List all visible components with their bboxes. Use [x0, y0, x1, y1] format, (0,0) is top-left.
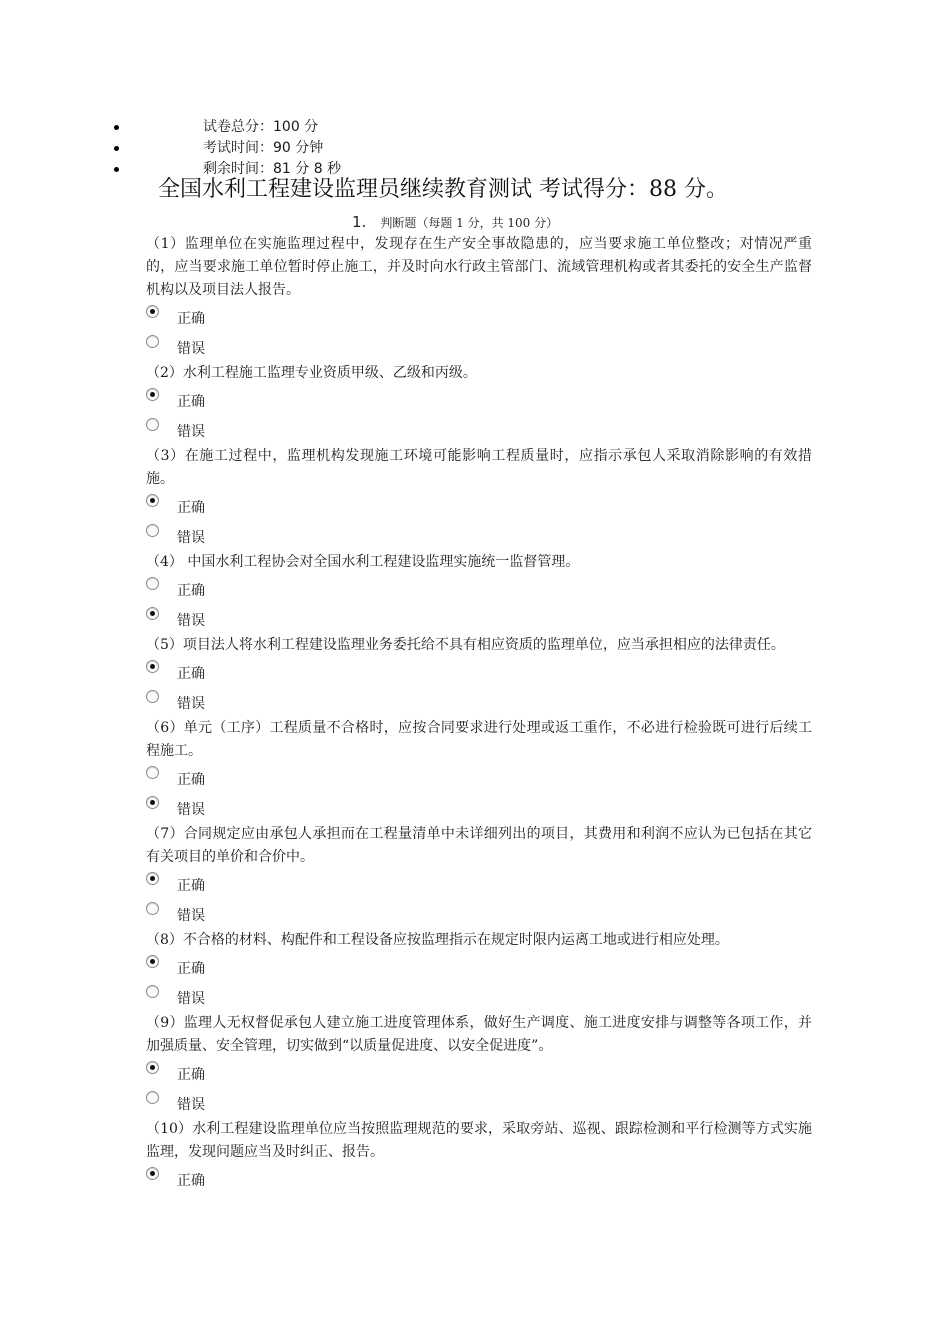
question-item — [146, 929, 812, 1012]
radio-unchecked-icon[interactable] — [146, 1091, 159, 1104]
question-item — [146, 445, 812, 551]
radio-checked-icon[interactable] — [146, 1167, 159, 1180]
question-text: （4） 中国水利工程协会对全国水利工程建设监理实施统一监督管理。 — [146, 554, 580, 570]
option-label: 错误 — [177, 802, 205, 818]
exam-info-total-score — [0, 117, 950, 138]
question-text: （6）单元（工序）工程质量不合格时，应按合同要求进行处理或返工重作，不必进行检验既可进行后续工程施工。 — [146, 720, 812, 759]
bullet-icon — [114, 146, 119, 151]
option-label: 正确 — [177, 500, 205, 516]
radio-checked-icon[interactable] — [146, 796, 159, 809]
question-list — [146, 233, 812, 1194]
option-correct[interactable] — [146, 869, 812, 899]
option-label: 错误 — [177, 613, 205, 629]
option-label: 正确 — [177, 394, 205, 410]
question-item — [146, 823, 812, 929]
option-correct[interactable] — [146, 952, 812, 982]
question-text: （3）在施工过程中，监理机构发现施工环境可能影响工程质量时，应指示承包人采取消除影响的有效措施。 — [146, 448, 812, 487]
option-label: 正确 — [177, 1173, 205, 1189]
option-label: 正确 — [177, 583, 205, 599]
option-correct[interactable] — [146, 1058, 812, 1088]
radio-checked-icon[interactable] — [146, 955, 159, 968]
option-label: 错误 — [177, 696, 205, 712]
radio-unchecked-icon[interactable] — [146, 985, 159, 998]
option-correct[interactable] — [146, 657, 812, 687]
radio-unchecked-icon[interactable] — [146, 690, 159, 703]
section-header — [352, 212, 558, 233]
option-label: 错误 — [177, 424, 205, 440]
radio-checked-icon[interactable] — [146, 494, 159, 507]
question-text: （2）水利工程施工监理专业资质甲级、乙级和丙级。 — [146, 365, 477, 381]
question-item — [146, 717, 812, 823]
option-wrong[interactable] — [146, 415, 812, 445]
section-number: 1. — [352, 213, 367, 231]
question-item — [146, 233, 812, 362]
exam-info-duration — [0, 138, 950, 159]
option-label: 错误 — [177, 908, 205, 924]
question-item — [146, 551, 812, 634]
option-label: 正确 — [177, 311, 205, 327]
question-text: （9）监理人无权督促承包人建立施工进度管理体系，做好生产调度、施工进度安排与调整等各项工作，并加强质量、安全管理，切实做到“以质量促进度、以安全促进度”。 — [146, 1015, 812, 1054]
option-label: 错误 — [177, 341, 205, 357]
option-wrong[interactable] — [146, 687, 812, 717]
option-label: 正确 — [177, 878, 205, 894]
question-text: （8）不合格的材料、构配件和工程设备应按监理指示在规定时限内运离工地或进行相应处理。 — [146, 932, 729, 948]
option-correct[interactable] — [146, 385, 812, 415]
remaining-time-text: 剩余时间：81 分 8 秒 — [203, 161, 342, 177]
option-wrong[interactable] — [146, 899, 812, 929]
radio-checked-icon[interactable] — [146, 607, 159, 620]
option-label: 正确 — [177, 772, 205, 788]
option-correct[interactable] — [146, 302, 812, 332]
radio-unchecked-icon[interactable] — [146, 524, 159, 537]
question-text: （1）监理单位在实施监理过程中，发现存在生产安全事故隐患的，应当要求施工单位整改；对情况严重的，应当要求施工单位暂时停止施工，并及时向水行政主管部门、流域管理机构或者其委托的安全生产监督机构以及项目法人报告。 — [146, 236, 812, 298]
section-label: 判断题（每题 1 分，共 100 分） — [380, 216, 559, 230]
option-label: 正确 — [177, 666, 205, 682]
question-item — [146, 1118, 812, 1194]
radio-checked-icon[interactable] — [146, 872, 159, 885]
option-wrong[interactable] — [146, 982, 812, 1012]
option-wrong[interactable] — [146, 521, 812, 551]
radio-unchecked-icon[interactable] — [146, 335, 159, 348]
radio-unchecked-icon[interactable] — [146, 902, 159, 915]
option-correct[interactable] — [146, 491, 812, 521]
radio-unchecked-icon[interactable] — [146, 766, 159, 779]
total-score-text: 试卷总分：100 分 — [203, 119, 319, 135]
bullet-icon — [114, 167, 119, 172]
option-correct[interactable] — [146, 574, 812, 604]
radio-checked-icon[interactable] — [146, 388, 159, 401]
option-label: 正确 — [177, 1067, 205, 1083]
question-text: （5）项目法人将水利工程建设监理业务委托给不具有相应资质的监理单位，应当承担相应的法律责任。 — [146, 637, 785, 653]
option-wrong[interactable] — [146, 332, 812, 362]
option-label: 正确 — [177, 961, 205, 977]
option-label: 错误 — [177, 1097, 205, 1113]
option-correct[interactable] — [146, 1164, 812, 1194]
exam-info-list — [0, 117, 950, 180]
option-wrong[interactable] — [146, 604, 812, 634]
option-correct[interactable] — [146, 763, 812, 793]
option-label: 错误 — [177, 530, 205, 546]
option-wrong[interactable] — [146, 793, 812, 823]
duration-text: 考试时间：90 分钟 — [203, 140, 324, 156]
radio-checked-icon[interactable] — [146, 660, 159, 673]
radio-unchecked-icon[interactable] — [146, 418, 159, 431]
radio-unchecked-icon[interactable] — [146, 577, 159, 590]
option-label: 错误 — [177, 991, 205, 1007]
question-item — [146, 634, 812, 717]
bullet-icon — [114, 125, 119, 130]
question-text: （10）水利工程建设监理单位应当按照监理规范的要求，采取旁站、巡视、跟踪检测和平行检测等方式实施监理，发现问题应当及时纠正、报告。 — [146, 1121, 812, 1160]
page-title: 全国水利工程建设监理员继续教育测试 考试得分：88 分。 — [158, 177, 728, 202]
radio-checked-icon[interactable] — [146, 1061, 159, 1074]
question-item — [146, 1012, 812, 1118]
radio-checked-icon[interactable] — [146, 305, 159, 318]
question-text: （7）合同规定应由承包人承担而在工程量清单中未详细列出的项目，其费用和利润不应认为已包括在其它有关项目的单价和合价中。 — [146, 826, 812, 865]
question-item — [146, 362, 812, 445]
option-wrong[interactable] — [146, 1088, 812, 1118]
